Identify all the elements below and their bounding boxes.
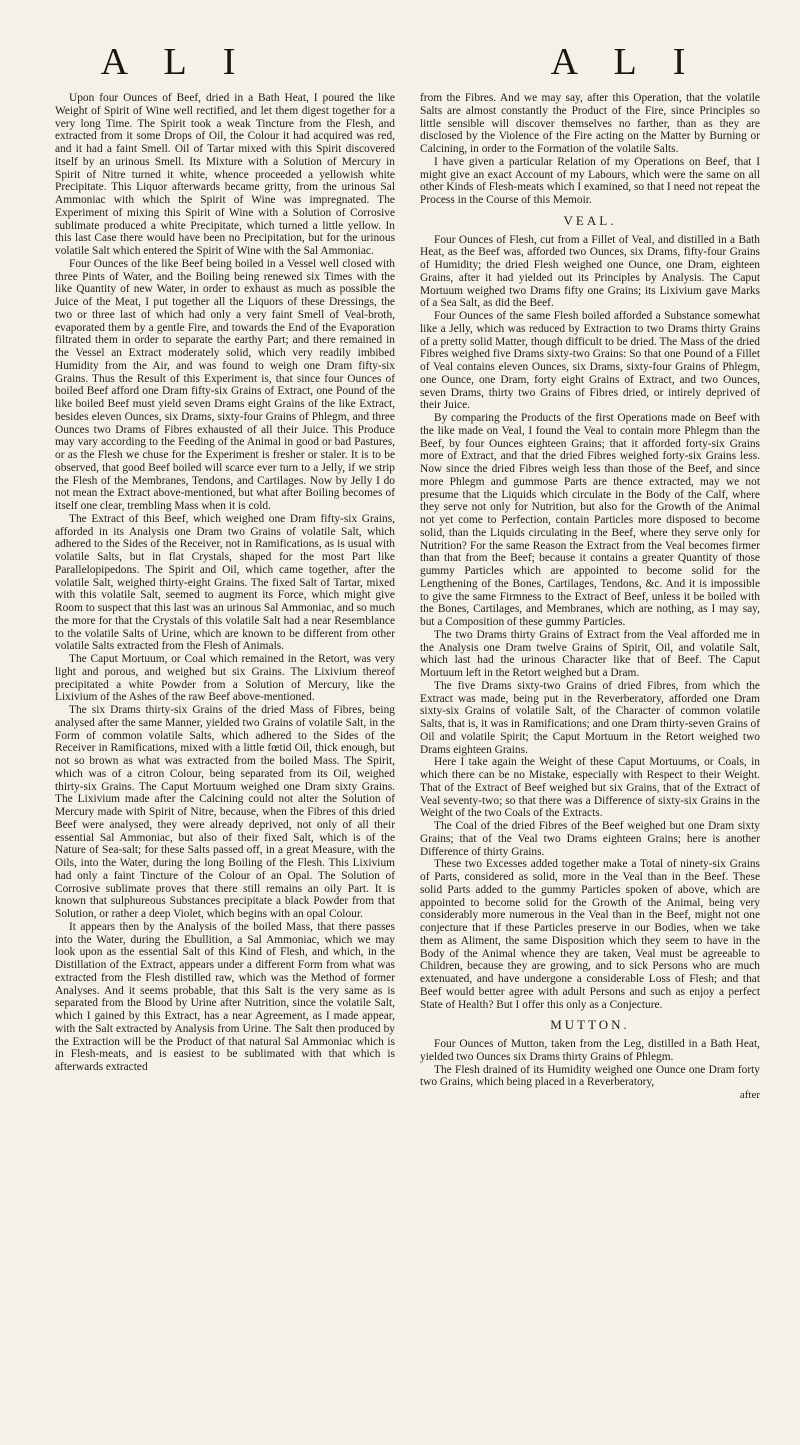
catchword: after bbox=[739, 1089, 760, 1101]
paragraph: By comparing the Products of the first Operations made on Beef with the like made on Veal, I found the Veal to contain more Phlegm than the Beef, by four Ounces eighteen Grains; that it afforded forty-six Grains more of Extract, and that the dried Fibres weighed forty-six Grains less. Now since the dried Fibres weigh less than those of the Beef, and since more Phlegm and gummose Parts are thence extracted, may we not presume that the Liquids which circulate in the Body of the Calf, where they serve not only for Nutrition, but also for the Growth of the Animal not yet come to Perfection, contain Particles more disposed to become solid, than the Liquids circulating in the Beef, where they serve only for Nutrition? For the same Reason the Extract from the Veal becomes firmer than that from the Beef; because it contains a greater Quantity of those gummy Particles which are appointed to become solid for the Lengthening of the Bones, Cartilages, Tendons, &c. And it is impossible to give the same Firmness to the Extract of Beef, unless it be boiled with the Bones, Cartilages, and Membranes, which are nothing, as I may say, but a Composition of these gummy Particles. bbox=[420, 412, 760, 628]
paragraph: The Flesh drained of its Humidity weighed one Ounce one Dram forty two Grains, which being placed in a Reverberatory, bbox=[420, 1063, 760, 1089]
paragraph: Four Ounces of Flesh, cut from a Fillet of Veal, and distilled in a Bath Heat, as the Beef was, afforded two Ounces, six Drams, fifty-four Grains of Humidity; the dried Flesh weighed one Ounce, one Dram, eighteen Grains, after it had yielded out its Principles by Analysis. The Caput Mortuum weighed two Drams fifty one Grains; its Lixivium gave Marks of a Sea Salt, as did the Beef. bbox=[420, 233, 760, 310]
paragraph: It appears then by the Analysis of the boiled Mass, that there passes into the Water, during the Ebullition, a Sal Ammoniac, which we may look upon as the essential Salt of this Kind of Flesh, and which, in the Distillation of the Extract, appears under a different Form from what was extracted from the Flesh distilled raw, which was the Method of former Analyses. And it seems probable, that this Salt is the very same as is separated from the Blood by Urine after Nutrition, since the volatile Salt, which I gained by this Extract, has a near Agreement, as I made appear, with the Salt extracted by Analysis from Urine. The Salt then produced by the Extraction will be the Product of that natural Sal Ammoniac which is in Flesh-meats, and is easiest to be sublimated with that which is afterwards extracted bbox=[55, 920, 395, 1073]
paragraph: The Coal of the dried Fibres of the Beef weighed but one Dram sixty Grains; that of the Veal two Drams eighteen Grains; here is another Difference of thirty Grains. bbox=[420, 820, 760, 858]
running-head bbox=[0, 40, 800, 100]
running-head-left: A L I bbox=[100, 41, 250, 83]
paragraph: The Extract of this Beef, which weighed one Dram fifty-six Grains, afforded in its Analysis one Dram two Grains of volatile Salt, which adhered to the Sides of the Receiver, not in Ramifications, as is usual with volatile Salts, but in flat Crystals, shaped for the most Part like Parallelopipedons. The Spirit and Oil, which came together, after the volatile Salt, weighed thirty-eight Grains. The fixed Salt of Tartar, mixed with this volatile Salt, seemed to augment its Force, which might give Room to suspect that this last was an urinous Sal Ammoniac, and so much the more for that the Crystals of this volatile Salt had a near Resemblance to the volatile Salts of Urine, which are known to be different from other volatile Salts extracted from the Flesh of Animals. bbox=[55, 512, 395, 653]
paragraph: The two Drams thirty Grains of Extract from the Veal afforded me in the Analysis one Dram twelve Grains of Spirit, Oil, and volatile Salt, which last had the urinous Character like that of Beef. The Caput Mortuum left in the Retort weighed but a Dram. bbox=[420, 628, 760, 679]
paragraph: These two Excesses added together make a Total of ninety-six Grains of Parts, considered as solid, more in the Veal than in the Beef. These solid Parts added to the gummy Particles spoken of above, which are appointed to become solid for the Growth of the Animal, being very considerably more numerous in the Veal than in the Beef, might not one conjecture that if these Particles preserve in our Bodies, when we take them as Aliment, the same Disposition which they seem to have in the Body of the Animal whence they are taken, Veal must be agreeable to Children, because they are growing, and to sick Persons who are much extenuated, and have undergone a considerable Loss of Flesh; and that Beef would better agree with adult Persons and such as enjoy a perfect State of Health? But I offer this only as a Conjecture. bbox=[420, 858, 760, 1011]
right-column bbox=[420, 92, 760, 1432]
paragraph: I have given a particular Relation of my Operations on Beef, that I might give an exact Account of my Labours, which were the same on all other Kinds of Flesh-meats which I examined, so that I need not repeat the Process in the Course of this Memoir. bbox=[420, 155, 760, 206]
paragraph: from the Fibres. And we may say, after this Operation, that the volatile Salts are almost constantly the Product of the Fire, since Principles so little sensible will discover themselves no farther, than as they are disclosed by the Violence of the Fire acting on the Matter by Burning or Calcining, in order to the Formation of the volatile Salts. bbox=[420, 92, 760, 155]
running-head-right: A L I bbox=[550, 41, 700, 83]
left-column bbox=[55, 92, 395, 1432]
paragraph: The six Drams thirty-six Grains of the dried Mass of Fibres, being analysed after the same Manner, yielded two Grains of volatile Salt, in the Form of common volatile Salts, which adhered to the Sides of the Receiver in Ramifications, mixed with a little fœtid Oil, thick enough, but not so brown as what was extracted from the boiled Mass. The Spirit, which was of a citron Colour, being separated from its Oil, weighed thirty-six Grains. The Caput Mortuum weighed one Dram sixty Grains. The Lixivium made after the Calcining could not alter the Solution of Mercury made with Spirit of Nitre, because, when the Fibres of this dried Beef were analysed, they were already deprived, not only of all their essential Sal Ammoniac, but also of their fixed Salt, which is of the Nature of Sea-salt; for these Salts passed off, in a great Measure, with the Oils, into the Water, during the long Boiling of the Flesh. This Lixivium had only a faint Tincture of the Colour of an Opal. The Solution of Corrosive sublimate proves that there still remains an oily Part. It is known that sulphureous Substances precipitate a black Powder from that Solution, or rather a deep Violet, which begins with an opal Colour. bbox=[55, 704, 395, 920]
paragraph: Upon four Ounces of Beef, dried in a Bath Heat, I poured the like Weight of Spirit of Wine well rectified, and let them digest together for a very long Time. The Spirit took a weak Tincture from the Flesh, and extracted from it some Drops of Oil, the Colour it had acquired was red, and it had a faint Smell. Oil of Tartar mixed with this Spirit discovered itself by an urinous Smell. Its Mixture with a Solution of Mercury in Spirit of Nitre turned it white, whence proceeded a yellowish white Precipitate. This Liquor afterwards became gritty, from the urinous Sal Ammoniac with which the Spirit of Wine was impregnated. The Experiment of mixing this Spirit of Wine with a Solution of Corrosive sublimate produced a white Precipitate, which turned a little yellow. In this last Case there would have been no Precipitation, but for the urinous volatile Salt which entered the Spirit of Wine with the Sal Ammoniac. bbox=[55, 92, 395, 257]
section-heading-mutton: MUTTON. bbox=[550, 1017, 630, 1033]
paragraph: Four Ounces of the same Flesh boiled afforded a Substance somewhat like a Jelly, which was reduced by Extraction to two Drams thirty Grains of a pretty solid Matter, though difficult to be dried. The Mass of the dried Fibres weighed five Drams sixty-two Grains: So that one Pound of a Fillet of Veal contains eleven Ounces, six Drams, sixty-four Grains of Phlegm, one Ounce, one Dram, forty eight Grains of Extract, and two Ounces, seven Drams, thirty two Grains of Fibres dried, or intirely deprived of their Juice. bbox=[420, 310, 760, 412]
paragraph: The five Drams sixty-two Grains of dried Fibres, from which the Extract was made, being put in the Reverberatory, afforded one Dram sixty-six Grains of volatile Salt, of the Character of common volatile Salts, that is, it was in Ramifications; and one Dram thirty-seven Grains of Oil and volatile Spirit; the Caput Mortuum in the Retort weighed two Drams eighteen Grains. bbox=[420, 679, 760, 756]
paragraph: Here I take again the Weight of these Caput Mortuums, or Coals, in which there can be no Mistake, especially with Respect to their Weight. That of the Extract of Beef weighed but six Grains, that of the Extract of Veal seventy-two; so that there was a Difference of sixty-six Grains in the Weight of the two Coals of the Extracts. bbox=[420, 756, 760, 820]
section-heading-veal: VEAL. bbox=[563, 212, 617, 228]
paragraph: Four Ounces of Mutton, taken from the Leg, distilled in a Bath Heat, yielded two Ounces six Drams thirty Grains of Phlegm. bbox=[420, 1038, 760, 1063]
paragraph: Four Ounces of the like Beef being boiled in a Vessel well closed with three Pints of Water, and the Boiling being renewed six Times with the like Quantity of new Water, in order to exhaust as much as possible the Juice of the Meat, I put together all the Liquors of these Dressings, the two or three last of which had only a very faint Smell of Veal-broth, evaporated them by a gentle Fire, and towards the End of the Evaporation filtrated them in order to separate the earthy Part; and there remained in the Vessel an Extract moderately solid, which very readily imbibed Humidity from the Air, and was found to weigh one Dram fifty-six Grains. Thus the Result of this Experiment is, that since four Ounces of boiled Beef afford one Dram fifty-six Grains of Extract, one Pound of the like boiled Beef must yield seven Drams eight Grains of the like Extract, besides eleven Ounces, six Drams, sixty-four Grains of Phlegm, and three Ounces two Drams of Fibres exhausted of all their Juice. This Produce may vary according to the Feeding of the Animal in good or bad Pastures, or as the Flesh we chuse for the Experiment is fresher or staler. It is to be observed, that good Beef boiled will scarce ever turn to a Jelly, if we strip the Flesh of the Membranes, Tendons, and Cartilages. Now by Jelly I do not mean the Extract above-mentioned, but what after Boiling becomes of itself one clear, trembling Mass when it is cold. bbox=[55, 257, 395, 512]
paragraph: The Caput Mortuum, or Coal which remained in the Retort, was very light and porous, and weighed but six Grains. The Lixivium thereof precipitated a white Powder from a Solution of Mercury, like the Lixivium of the Ashes of the raw Beef above-mentioned. bbox=[55, 653, 395, 704]
